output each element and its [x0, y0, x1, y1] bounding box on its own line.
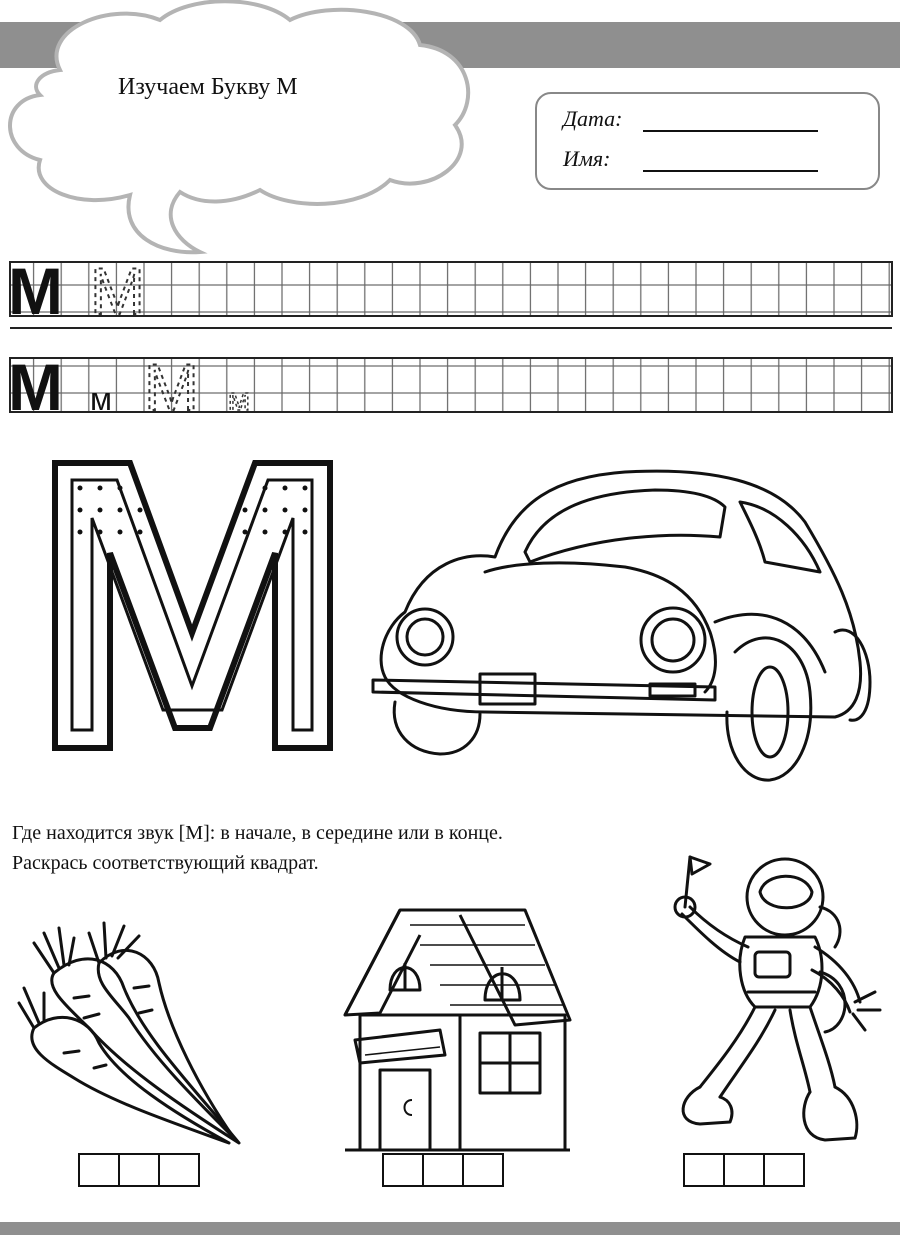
car-icon[interactable]: [365, 462, 875, 784]
sample-capital-m: М: [8, 258, 63, 328]
trace-lowercase-m: м: [228, 381, 250, 416]
instruction-line-1: Где находится звук [М]: в начале, в середине или в конце.: [12, 822, 503, 844]
sample-capital-m-row2: М: [8, 350, 63, 416]
carrots-icon[interactable]: [14, 918, 244, 1148]
sound-position-squares-astronaut: [683, 1153, 805, 1187]
big-letter-m-icon[interactable]: [50, 458, 335, 753]
date-label: Дата:: [563, 106, 623, 131]
square-start[interactable]: [683, 1153, 725, 1187]
square-end[interactable]: [763, 1153, 805, 1187]
house-icon[interactable]: [340, 905, 575, 1155]
square-middle[interactable]: [723, 1153, 765, 1187]
instruction-line-2: Раскрась соответствующий квадрат.: [12, 852, 319, 874]
name-label: Имя:: [563, 146, 611, 171]
trace-capital-m: М: [90, 258, 145, 328]
astronaut-icon[interactable]: [660, 852, 885, 1152]
date-name-box: [535, 92, 880, 190]
sample-lowercase-m: м: [90, 381, 112, 416]
sound-position-squares-carrot: [78, 1153, 200, 1187]
speech-cloud-icon: [0, 0, 490, 260]
bottom-gray-bar: [0, 1222, 900, 1235]
page-title: Изучаем Букву М: [118, 74, 298, 100]
square-start[interactable]: [382, 1153, 424, 1187]
date-field[interactable]: [643, 130, 818, 132]
sound-position-squares-house: [382, 1153, 504, 1187]
name-field[interactable]: [643, 170, 818, 172]
square-middle[interactable]: [422, 1153, 464, 1187]
square-start[interactable]: [78, 1153, 120, 1187]
square-end[interactable]: [462, 1153, 504, 1187]
trace-capital-m-row2: М: [144, 350, 199, 416]
writing-practice-grid[interactable]: [6, 258, 896, 416]
square-end[interactable]: [158, 1153, 200, 1187]
square-middle[interactable]: [118, 1153, 160, 1187]
